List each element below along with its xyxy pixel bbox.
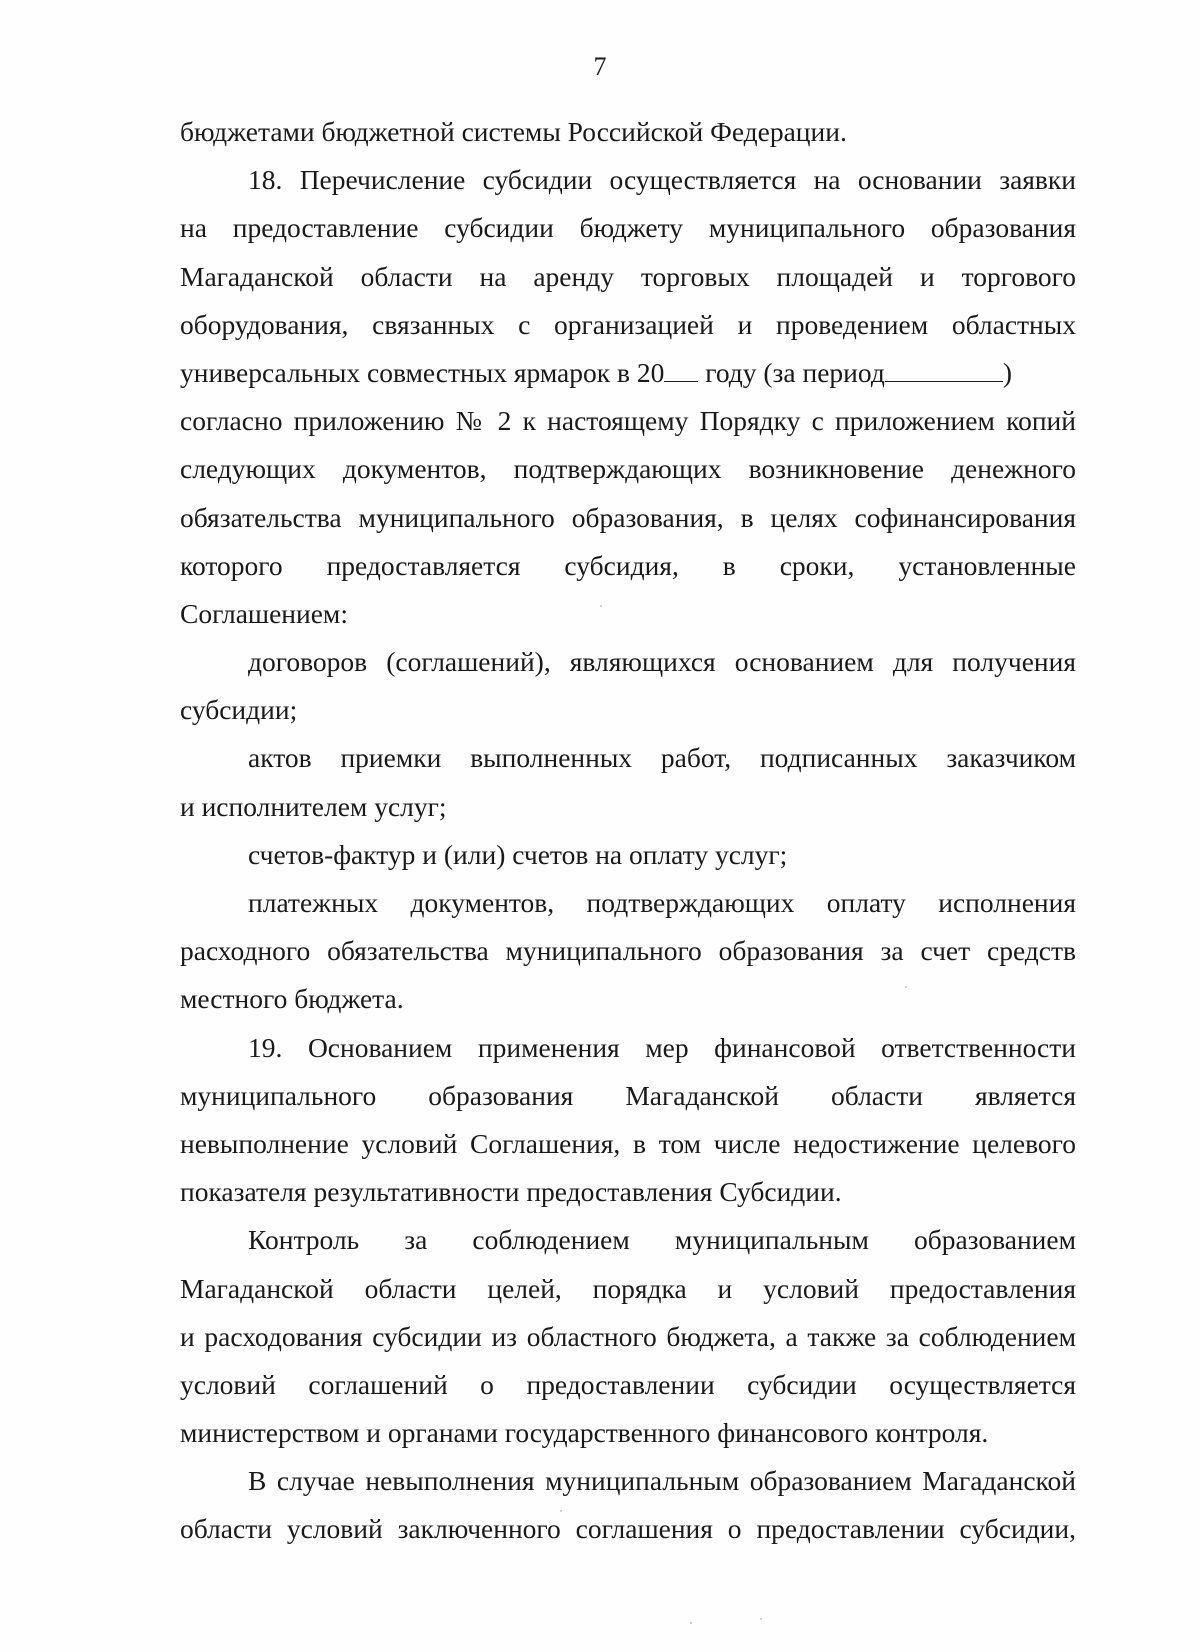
text-line: счетов-фактур и (или) счетов на оплату услуг; [248, 838, 788, 870]
scan-speck [905, 986, 907, 988]
text-line [180, 349, 1076, 397]
text-line: области условий заключенного соглашения о предоставлении субсидии, [180, 1513, 1076, 1545]
text-line: и расходования субсидии из областного бюджета, а также за соблюдением [180, 1320, 1076, 1352]
text-line: договоров (соглашений), являющихся основанием для получения [248, 646, 1076, 678]
text-line: 18. Перечисление субсидии осуществляется на основании заявки [248, 164, 1076, 196]
text-line: Магаданской области на аренду торговых площадей и торгового [180, 260, 1076, 292]
text-line: 19. Основанием применения мер финансовой ответственности [248, 1031, 1076, 1063]
page-number: 7 [593, 52, 607, 81]
text-line: которого предоставляется субсидия, в сроки, установленные [180, 549, 1076, 581]
paragraph-19 [180, 1024, 1076, 1217]
text-line: оборудования, связанных с организацией и проведением областных [180, 308, 1076, 340]
scan-speck [600, 605, 602, 607]
failure-paragraph [180, 1457, 1076, 1553]
scan-speck [560, 1510, 562, 1512]
text-line: Магаданской области целей, порядка и условий предоставления [180, 1272, 1076, 1304]
text-line: субсидии; [180, 694, 298, 726]
text-line: показателя результативности предоставления Субсидии. [180, 1176, 842, 1208]
text-line: платежных документов, подтверждающих оплату исполнения [248, 887, 1076, 918]
text-line: актов приемки выполненных работ, подписанных заказчиком [248, 742, 1076, 774]
text-line: Контроль за соблюдением муниципальным образованием [248, 1224, 1076, 1256]
paragraph-18 [180, 156, 1076, 638]
control-paragraph [180, 1216, 1076, 1457]
text-line: условий соглашений о предоставлении субсидии осуществляется [180, 1368, 1076, 1400]
text-line: обязательства муниципального образования, в целях софинансирования [180, 501, 1076, 533]
text-line: и исполнителем услуг; [180, 790, 447, 822]
text-line: Соглашением: [180, 597, 348, 629]
period-blank [885, 361, 1003, 382]
text-line: В случае невыполнения муниципальным образованием Магаданской [248, 1465, 1076, 1497]
document-body [180, 108, 1076, 1554]
documents-list [180, 638, 1076, 1024]
text-line: бюджетами бюджетной системы Российской Федерации. [180, 116, 847, 147]
text-segment: году (за период [698, 356, 885, 388]
scan-speck [760, 1618, 762, 1620]
text-line: на предоставление субсидии бюджету муниципального образования [180, 212, 1076, 244]
scan-speck [690, 1622, 692, 1624]
year-blank [664, 361, 698, 382]
text-line: местного бюджета. [180, 983, 404, 1015]
text-line: министерством и органами государственного финансового контроля. [180, 1417, 989, 1449]
text-segment: универсальных совместных ярмарок в 20 [180, 356, 665, 388]
text-line: муниципального образования Магаданской области является [180, 1079, 1076, 1111]
text-line: следующих документов, подтверждающих возникновение денежного [180, 453, 1076, 485]
text-line: согласно приложению № 2 к настоящему Порядку с приложением копий [180, 405, 1076, 437]
text-segment: ) [1002, 356, 1012, 388]
text-line: невыполнение условий Соглашения, в том числе недостижение целевого [180, 1127, 1076, 1159]
text-line: расходного обязательства муниципального образования за счет средств [180, 935, 1076, 967]
